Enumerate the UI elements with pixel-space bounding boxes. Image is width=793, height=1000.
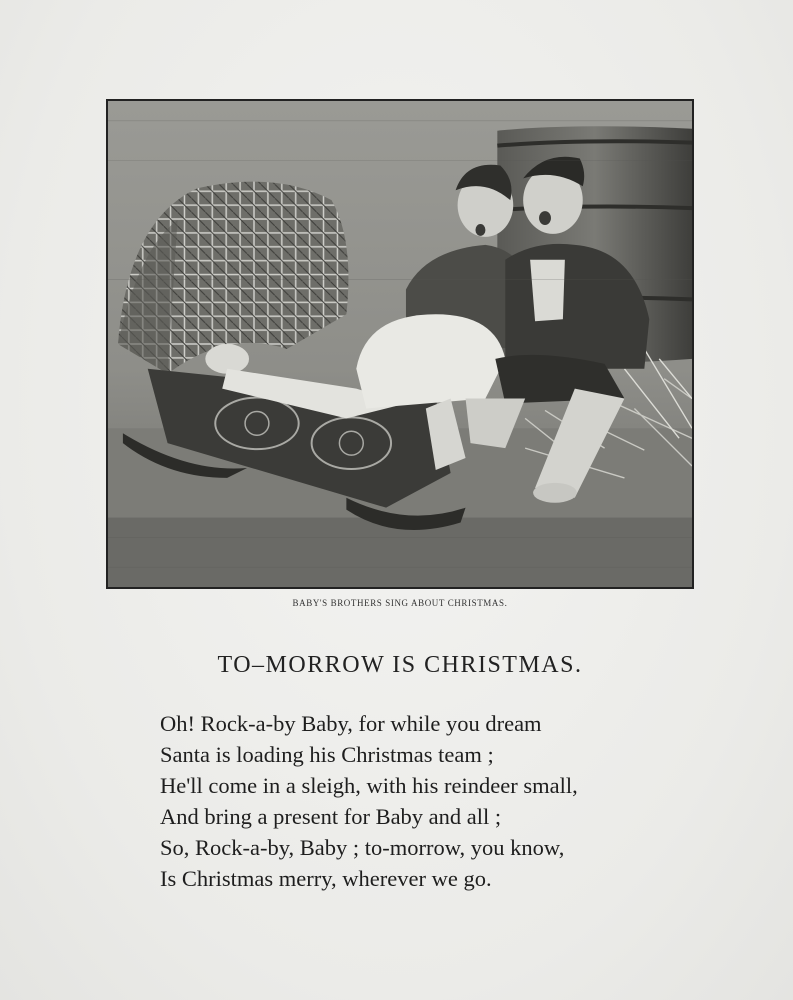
poem-line: He'll come in a sleigh, with his reindeer small,	[160, 773, 578, 798]
poem-line: And bring a present for Baby and all ;	[160, 804, 502, 829]
poem-line: So, Rock-a-by, Baby ; to-morrow, you know,	[160, 835, 565, 860]
poem-title: TO–MORROW IS CHRISTMAS.	[217, 652, 583, 678]
engraving-picture	[108, 101, 692, 587]
poem-line: Santa is loading his Christmas team ;	[160, 742, 494, 767]
poem-line: Oh! Rock-a-by Baby, for while you dream	[160, 711, 542, 736]
poem-body	[160, 708, 680, 894]
illustration-caption: BABY'S BROTHERS SING ABOUT CHRISTMAS.	[292, 598, 508, 608]
poem-line: Is Christmas merry, wherever we go.	[160, 866, 492, 891]
engraving-illustration	[106, 99, 694, 589]
